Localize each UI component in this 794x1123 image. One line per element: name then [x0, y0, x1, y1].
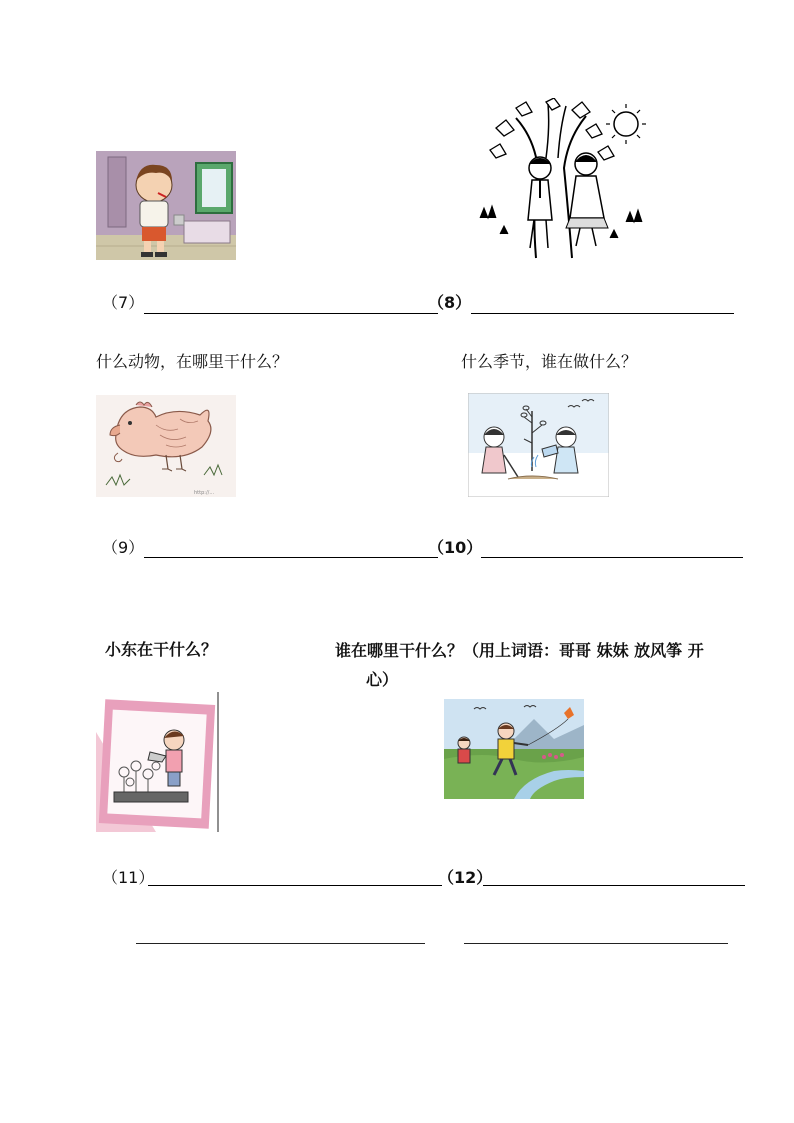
- question-xiaodong: 小东在干什么？: [105, 640, 218, 659]
- item-9-number: （9）: [102, 538, 145, 557]
- children-planting-tree-illustration: [468, 393, 609, 497]
- children-under-tree-picture: [476, 98, 652, 260]
- kids-flying-kite-illustration: [444, 699, 584, 799]
- kids-flying-kite-picture: [444, 699, 584, 799]
- item-8-number: （8）: [428, 293, 472, 312]
- answer-line-12-second[interactable]: [464, 943, 728, 944]
- answer-line-12[interactable]: [483, 885, 745, 886]
- chick-illustration: [96, 395, 236, 497]
- item-7-number: （7）: [102, 293, 145, 312]
- answer-line-11[interactable]: [148, 885, 442, 886]
- answer-line-7[interactable]: [144, 313, 438, 314]
- answer-line-10[interactable]: [481, 557, 743, 558]
- boy-watering-flowers-illustration: [96, 692, 220, 832]
- item-12-number: （12）: [438, 868, 493, 887]
- answer-line-11-second[interactable]: [136, 943, 425, 944]
- boy-brushing-teeth-illustration: [96, 151, 236, 260]
- children-under-tree-illustration: [476, 98, 652, 260]
- question-animal: 什么动物，在哪里干什么？: [96, 352, 289, 371]
- item-10-number: （10）: [428, 538, 483, 557]
- question-who-where-continued: 心）: [366, 670, 399, 689]
- question-season: 什么季节，谁在做什么？: [461, 352, 638, 371]
- svg-text:http://...: http://...: [194, 490, 215, 496]
- children-planting-tree-picture: [468, 393, 609, 497]
- answer-line-8[interactable]: [471, 313, 734, 314]
- chick-picture: [96, 395, 236, 497]
- boy-brushing-teeth-picture: [96, 151, 236, 260]
- question-who-where: 谁在哪里干什么？（用上词语：哥哥 妹妹 放风筝 开: [335, 641, 704, 660]
- answer-line-9[interactable]: [144, 557, 438, 558]
- boy-watering-flowers-picture: [96, 692, 220, 832]
- item-11-number: （11）: [102, 868, 155, 887]
